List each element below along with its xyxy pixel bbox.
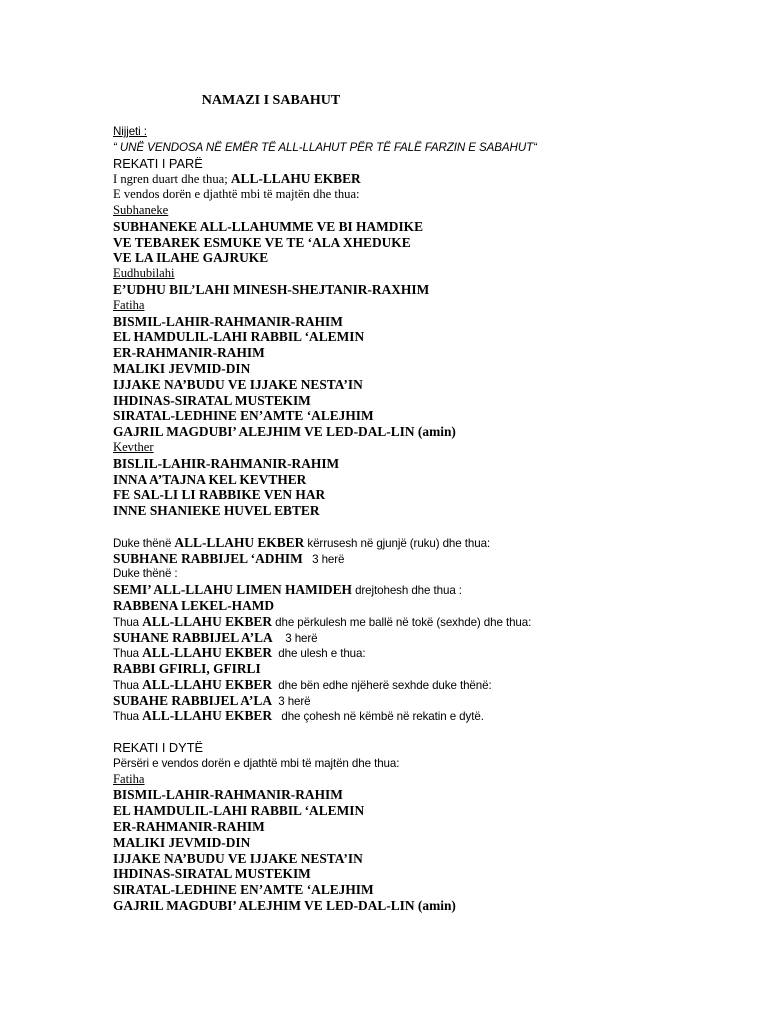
fatiha-line: IJJAKE NA’BUDU VE IJJAKE NESTA’IN xyxy=(113,850,363,866)
ruku-line-f xyxy=(113,614,733,630)
ruku-line-e: RABBENA LEKEL-HAMD xyxy=(113,597,275,613)
bold-segment: SUHANE RABBIJEL A’LA xyxy=(113,629,273,645)
fatiha-line: IJJAKE NA’BUDU VE IJJAKE NESTA’IN xyxy=(113,376,363,392)
eudhubilahi-label: Eudhubilahi xyxy=(113,266,175,281)
fatiha-line: MALIKI JEVMID-DIN xyxy=(113,834,251,850)
fatiha-line: IHDINAS-SIRATAL MUSTEKIM xyxy=(113,392,311,408)
text-segment: Thua xyxy=(113,710,143,724)
bold-segment: ALL-LLAHU EKBER xyxy=(142,613,272,629)
bold-segment: ALL-LLAHU EKBER xyxy=(142,645,272,661)
fatiha-line: SIRATAL-LEDHINE EN’AMTE ‘ALEJHIM xyxy=(113,882,374,898)
kevther-line: FE SAL-LI LI RABBIKE VEN HAR xyxy=(113,487,326,503)
kevther-line: INNA A’TAJNA KEL KEVTHER xyxy=(113,471,307,487)
bold-segment: SEMI’ ALL-LLAHU LIMEN HAMIDEH xyxy=(113,582,352,598)
text-segment: Thua xyxy=(113,678,143,692)
text-segment: 3 herë xyxy=(272,694,311,708)
ruku-line-d xyxy=(113,582,733,598)
text-segment: dhe përkulesh me ballë në tokë (sexhde) dhe thua: xyxy=(272,615,532,629)
ruku-line-h xyxy=(113,645,733,661)
fatiha-line: EL HAMDULIL-LAHI RABBIL ‘ALEMIN xyxy=(113,329,365,345)
fatiha-line: ER-RAHMANIR-RAHIM xyxy=(113,345,265,361)
ruku-line-l xyxy=(113,708,733,724)
spacer xyxy=(113,724,733,740)
text-segment: 3 herë xyxy=(302,552,345,566)
text-segment: Thua xyxy=(113,647,143,661)
kevther-line: INNE SHANIEKE HUVEL EBTER xyxy=(113,503,320,519)
fatiha-line: BISMIL-LAHIR-RAHMANIR-RAHIM xyxy=(113,787,343,803)
document-body xyxy=(113,124,733,914)
bold-segment: ALL-LLAHU EKBER xyxy=(142,708,272,724)
fatiha-line: MALIKI JEVMID-DIN xyxy=(113,360,251,376)
fatiha-line: EL HAMDULIL-LAHI RABBIL ‘ALEMIN xyxy=(113,803,365,819)
fatiha-line: SIRATAL-LEDHINE EN’AMTE ‘ALEJHIM xyxy=(113,408,374,424)
ruku-line-i: RABBI GFIRLI, GFIRLI xyxy=(113,661,261,677)
ruku-line-j xyxy=(113,677,733,693)
fatiha-last-line xyxy=(113,424,733,440)
nijjeti-quote: “ UNË VENDOSA NË EMËR TË ALL-LLAHUT PËR TË FALË FARZIN E SABAHUT“ xyxy=(113,140,537,154)
text-segment: dhe ulesh e thua: xyxy=(272,647,366,661)
eudhubilahi-line: E’UDHU BIL’LAHI MINESH-SHEJTANIR-RAXHIM xyxy=(113,281,430,297)
bold-segment: SUBAHE RABBIJEL A’LA xyxy=(113,692,272,708)
amin-text: (amin) xyxy=(414,424,456,440)
text-segment: Thua xyxy=(113,615,143,629)
subhaneke-line: VE LA ILAHE GAJRUKE xyxy=(113,250,269,266)
ruku-line-c: Duke thënë : xyxy=(113,567,178,581)
kevther-label: Kevther xyxy=(113,439,154,454)
subhaneke-label: Subhaneke xyxy=(113,202,169,217)
rekati-1-heading: REKATI I PARË xyxy=(113,155,203,171)
rekati-2-line-1: Përsëri e vendos dorën e djathtë mbi të majtën dhe thua: xyxy=(113,756,400,770)
fatiha-line: ER-RAHMANIR-RAHIM xyxy=(113,819,265,835)
bold-segment: GAJRIL MAGDUBI’ ALEJHIM VE LED-DAL-LIN xyxy=(113,424,415,440)
text-segment: drejtohesh dhe thua : xyxy=(351,584,462,598)
kevther-line: BISLIL-LAHIR-RAHMANIR-RAHIM xyxy=(113,455,340,471)
fatiha-label: Fatiha xyxy=(113,297,145,312)
bold-segment: ALL-LLAHU EKBER xyxy=(174,534,305,550)
bold-segment: SUBHANE RABBIJEL ‘ADHIM xyxy=(113,550,303,566)
ruku-line-a xyxy=(113,535,733,551)
text-segment: kërrusesh në gjunjë (ruku) dhe thua: xyxy=(304,536,491,550)
fatiha-line: BISMIL-LAHIR-RAHMANIR-RAHIM xyxy=(113,313,343,329)
rekati-1-line-1 xyxy=(113,171,733,187)
nijjeti-label: Nijjeti : xyxy=(113,125,147,138)
bold-segment: GAJRIL MAGDUBI’ ALEJHIM VE LED-DAL-LIN xyxy=(113,898,415,914)
text-segment: dhe bën edhe njëherë sexhde duke thënë: xyxy=(272,678,492,692)
subhaneke-line: VE TEBAREK ESMUKE VE TE ‘ALA XHEDUKE xyxy=(113,234,411,250)
fatiha-label: Fatiha xyxy=(113,771,145,786)
rekati-2-heading: REKATI I DYTË xyxy=(113,740,204,756)
text-segment: I ngren duart dhe thua; xyxy=(113,172,231,187)
text-segment: 3 herë xyxy=(272,631,318,645)
spacer xyxy=(113,519,733,535)
rekati-1-line-2: E vendos dorën e djathtë mbi të majtën dhe thua: xyxy=(113,187,360,202)
text-segment: Duke thënë xyxy=(113,536,175,550)
fatiha-last-line xyxy=(113,898,733,914)
ruku-line-b xyxy=(113,551,733,567)
bold-segment: ALL-LLAHU EKBER xyxy=(230,171,361,187)
fatiha-line: IHDINAS-SIRATAL MUSTEKIM xyxy=(113,866,311,882)
ruku-line-g xyxy=(113,630,733,646)
bold-segment: ALL-LLAHU EKBER xyxy=(142,676,272,692)
subhaneke-line: SUBHANEKE ALL-LLAHUMME VE BI HAMDIKE xyxy=(113,218,424,234)
ruku-line-k xyxy=(113,693,733,709)
amin-text: (amin) xyxy=(414,898,456,914)
page-title: NAMAZI I SABAHUT xyxy=(201,93,341,108)
text-segment: dhe çohesh në këmbë në rekatin e dytë. xyxy=(272,710,484,724)
